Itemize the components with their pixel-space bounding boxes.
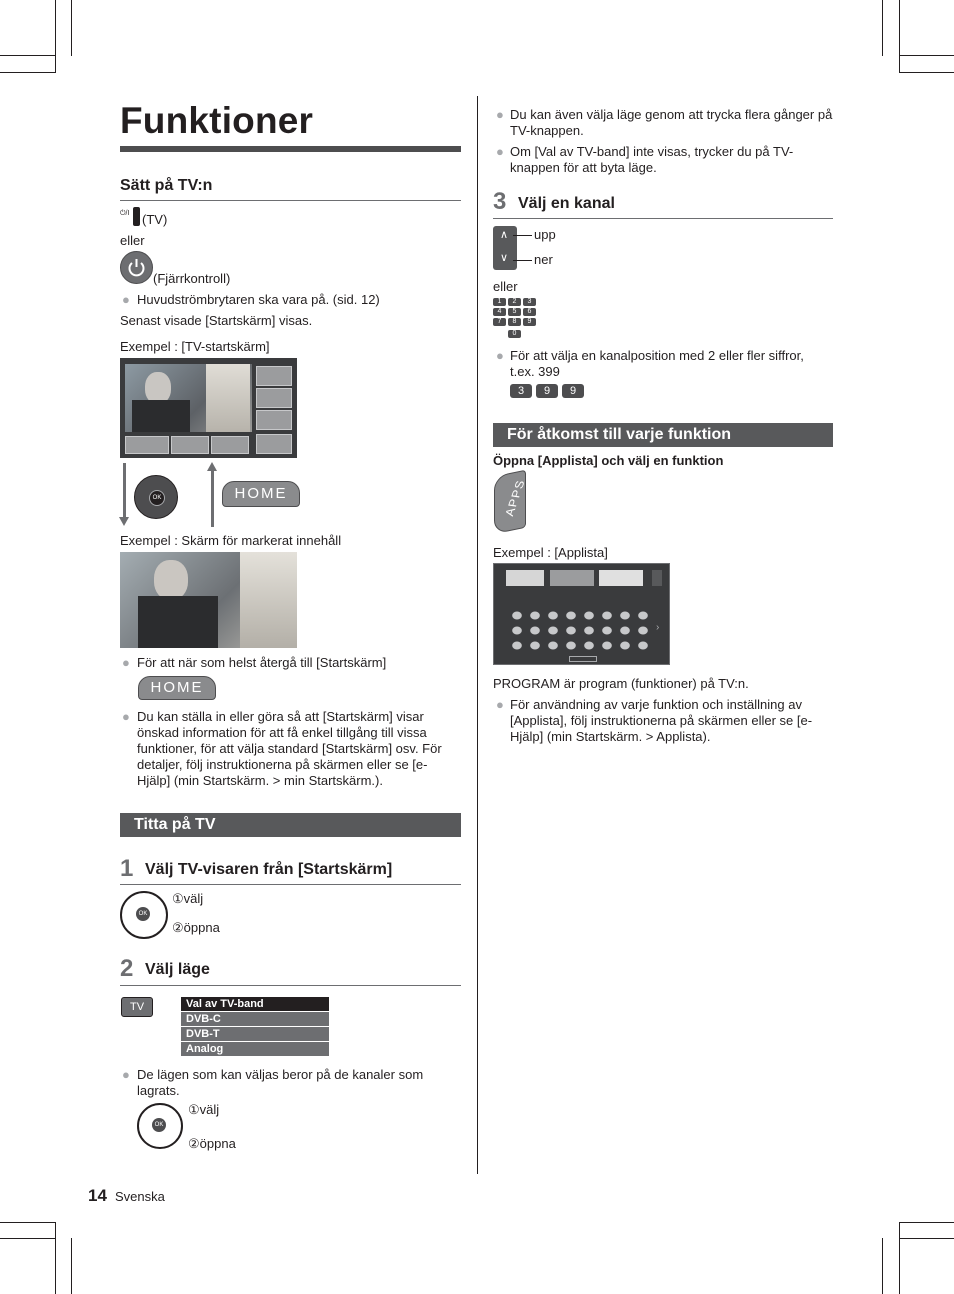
crop-mark: [71, 0, 72, 56]
crop-mark: [899, 1222, 900, 1294]
menu-item-analog[interactable]: Analog: [181, 1042, 329, 1056]
crop-mark: [899, 1222, 954, 1223]
ok-navigation-button[interactable]: [134, 475, 178, 519]
ok-center: OK: [149, 490, 165, 506]
numkey[interactable]: 7: [493, 318, 506, 326]
step-number-2: 2: [120, 955, 134, 982]
section-heading-power-on: Sätt på TV:n: [120, 177, 213, 194]
apps-label: APPS: [502, 478, 528, 518]
key-9: 9: [536, 384, 558, 398]
example-tv-home: Exempel : [TV-startskärm]: [120, 339, 270, 354]
chevron-right-icon: ›: [656, 622, 660, 633]
bullet: ●: [496, 144, 504, 159]
step-title-2: Välj läge: [145, 961, 210, 978]
numkey[interactable]: 6: [523, 308, 536, 316]
numkey[interactable]: 1: [493, 298, 506, 306]
crop-mark: [0, 1238, 56, 1239]
key-9: 9: [562, 384, 584, 398]
bullet-press-repeatedly: Du kan även välja läge genom att trycka flera gånger på TV-knappen.: [510, 107, 833, 138]
key-3: 3: [510, 384, 532, 398]
numkey[interactable]: 8: [508, 318, 521, 326]
numkey[interactable]: 0: [508, 330, 521, 338]
step-number-3: 3: [493, 188, 507, 215]
chevron-down-icon: ∨: [500, 252, 509, 264]
channel-up-down-button[interactable]: [493, 226, 517, 270]
bullet-apps-usage: För användning av varje funktion och inställning av [Applista], följ instruktionerna på skärmen eller se [e-Hjälp] (min Startskärm. > Applista).: [510, 697, 813, 744]
bullet: ●: [496, 697, 504, 712]
apps-button[interactable]: [494, 470, 526, 535]
remote-label: (Fjärrkontroll): [153, 271, 231, 286]
tv-band-menu: [181, 997, 329, 1056]
example-apps-list: Exempel : [Applista]: [493, 545, 608, 560]
step-rule: [493, 218, 833, 219]
down-arrow-line: [123, 463, 126, 519]
crop-mark: [899, 0, 900, 72]
column-divider: [477, 96, 478, 1174]
tv-label: (TV): [142, 212, 168, 227]
language-label: Svenska: [115, 1189, 165, 1204]
apps-list-image: [493, 563, 670, 665]
down-arrow-head: [119, 517, 129, 526]
crop-mark: [0, 1222, 56, 1223]
or-text: eller: [120, 233, 145, 248]
ok-navigation-icon: OK: [120, 891, 168, 939]
crop-mark: [899, 72, 954, 73]
step-number-1: 1: [120, 855, 134, 882]
section-rule: [120, 200, 461, 201]
section-band-access-functions: För åtkomst till varje funktion: [493, 423, 833, 447]
numkey[interactable]: 2: [508, 298, 521, 306]
last-shown-text: Senast visade [Startskärm] visas.: [120, 313, 313, 328]
bullet: ●: [122, 292, 130, 307]
tv-home-screen-image: [120, 358, 297, 458]
up-arrow-line: [211, 469, 214, 527]
remote-power-button-icon: [120, 251, 153, 284]
step-rule: [120, 884, 461, 885]
bullet: ●: [496, 348, 504, 363]
numkey[interactable]: 9: [523, 318, 536, 326]
title-underline: [120, 146, 461, 152]
menu-item-dvb-t[interactable]: DVB-T: [181, 1027, 329, 1041]
number-keypad: [493, 298, 543, 342]
example-highlighted-content: Exempel : Skärm för markerat innehåll: [120, 533, 342, 548]
home-button-small[interactable]: HOME: [138, 676, 216, 700]
select-label-2: ①välj: [188, 1102, 220, 1117]
up-label: upp: [534, 227, 556, 242]
page-title: Funktioner: [120, 100, 314, 141]
step-title-1: Välj TV-visaren från [Startskärm]: [145, 861, 393, 878]
bullet: ●: [122, 1067, 130, 1082]
numkey[interactable]: 5: [508, 308, 521, 316]
bullet: ●: [496, 107, 504, 122]
bullet-home-settings: Du kan ställa in eller göra så att [Startskärm] visar önskad information för att få enkel tillgång till vissa funktioner, för att välja standard [Startskärm] osv. För detaljer, följ instruktionerna på skärmen eller se [e-Hjälp] (min Startskärm. > min Startskärm.).: [137, 709, 442, 788]
bullet: ●: [122, 709, 130, 724]
crop-mark: [0, 55, 55, 56]
open-label-2: ②öppna: [188, 1136, 236, 1151]
crop-mark: [882, 0, 883, 56]
highlighted-content-image: [120, 552, 297, 648]
step-rule: [120, 985, 461, 986]
crop-mark: [55, 1222, 56, 1294]
bullet-not-shown: Om [Val av TV-band] inte visas, trycker du på TV-knappen för att byta läge.: [510, 144, 794, 175]
bullet-multi-digit: För att välja en kanalposition med 2 eller fler siffror, t.ex. 399: [510, 348, 804, 379]
crop-mark: [882, 1238, 883, 1294]
up-arrow-head: [207, 462, 217, 471]
menu-item-dvb-c[interactable]: DVB-C: [181, 1012, 329, 1026]
leader-line: [513, 260, 532, 261]
tv-button[interactable]: TV: [121, 997, 153, 1017]
select-label: ①välj: [172, 891, 204, 906]
crop-mark: [71, 1238, 72, 1294]
section-band-watch-tv: Titta på TV: [120, 813, 461, 837]
apps-instruction: Öppna [Applista] och välj en funktion: [493, 453, 724, 468]
or-text-2: eller: [493, 279, 518, 294]
ok-navigation-icon-2: OK: [137, 1103, 183, 1149]
tv-power-button-icon: ⏻/I: [120, 207, 142, 227]
numkey[interactable]: 4: [493, 308, 506, 316]
bullet: ●: [122, 655, 130, 670]
down-label: ner: [534, 252, 553, 267]
numkey[interactable]: 3: [523, 298, 536, 306]
bullet-mains-switch: Huvudströmbrytaren ska vara på. (sid. 12): [137, 292, 380, 307]
menu-title: Val av TV-band: [181, 997, 329, 1011]
open-label: ②öppna: [172, 920, 220, 935]
crop-mark: [55, 0, 56, 72]
crop-mark: [899, 55, 954, 56]
program-text: PROGRAM är program (funktioner) på TV:n.: [493, 676, 749, 691]
bullet-return-home: För att när som helst återgå till [Startskärm]: [137, 655, 387, 670]
leader-line: [513, 235, 532, 236]
page-number: 14: [88, 1186, 107, 1205]
crop-mark: [899, 1238, 954, 1239]
chevron-up-icon: ∧: [500, 229, 509, 241]
crop-mark: [0, 72, 56, 73]
bullet-modes: De lägen som kan väljas beror på de kanaler som lagrats.: [137, 1067, 424, 1098]
step-title-3: Välj en kanal: [518, 195, 615, 212]
home-button[interactable]: HOME: [222, 481, 300, 507]
